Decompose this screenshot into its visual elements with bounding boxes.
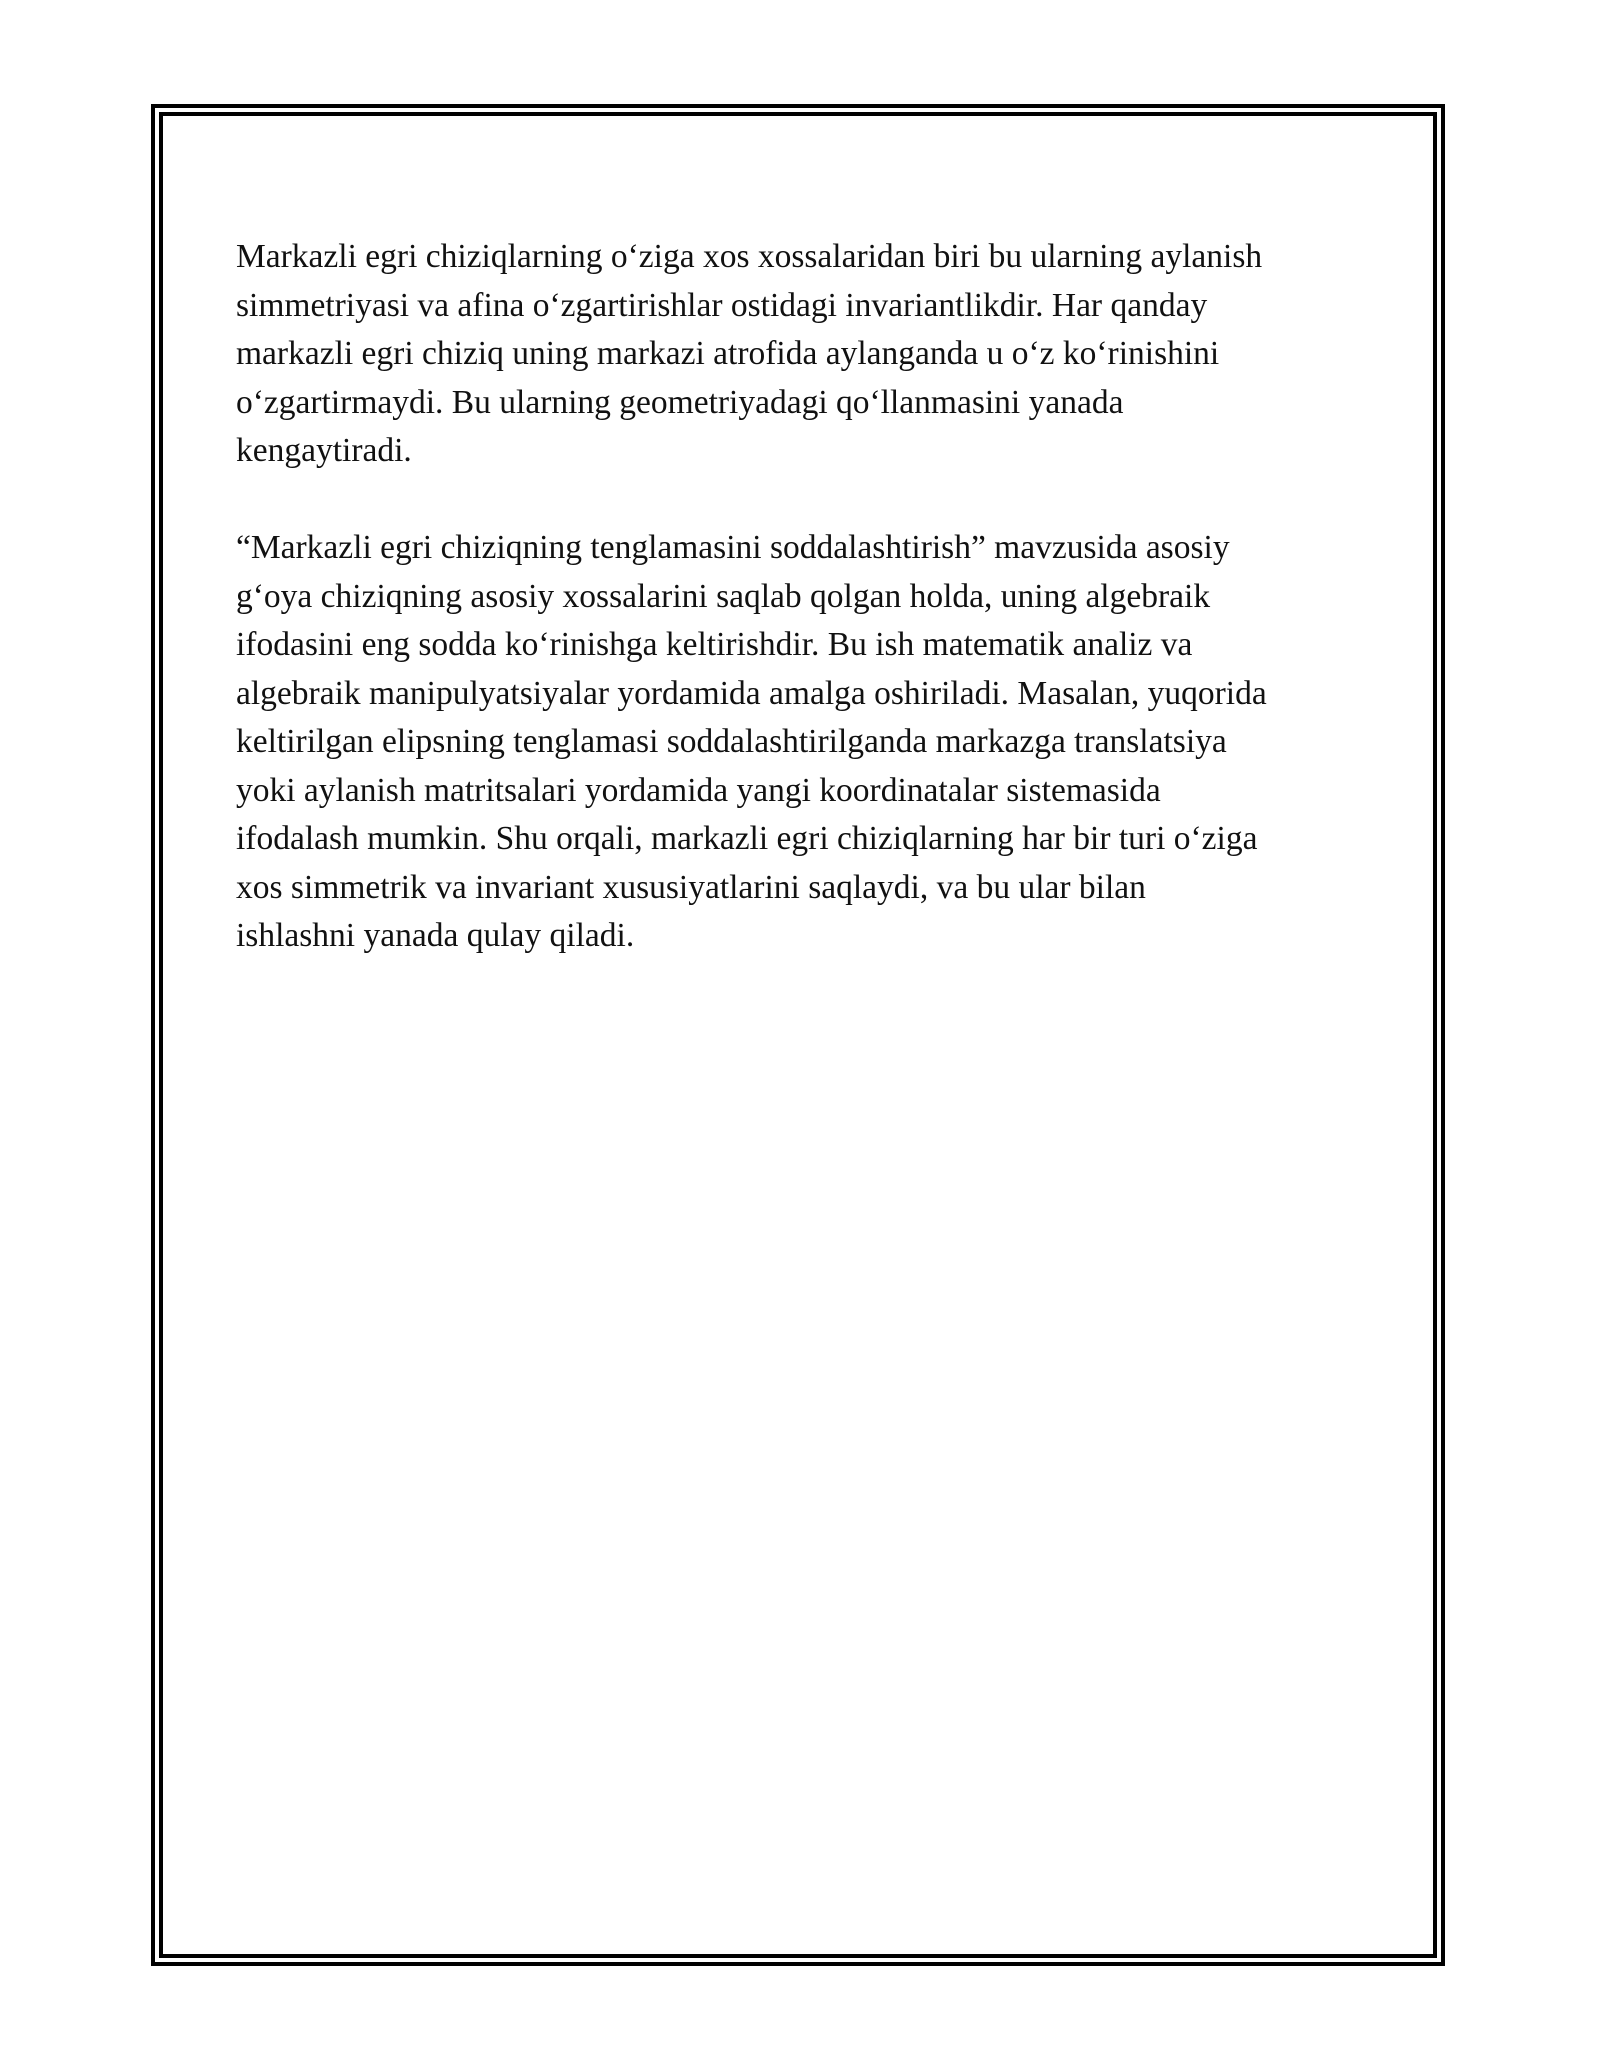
text-line: g‘oya chiziqning asosiy xossalarini saqlab qolgan holda, uning algebraik [236,577,1211,615]
text-line: simmetriyasi va afina o‘zgartirishlar ostidagi invariantlikdir. Har qanday [236,286,1208,324]
text-line: ifodasini eng sodda ko‘rinishga keltirishdir. Bu ish matematik analiz va [236,626,1193,663]
text-line: xos simmetrik va invariant xususiyatlarini saqlaydi, va bu ular bilan [236,868,1146,906]
document-body [236,233,1376,961]
text-line: algebraik manipulyatsiyalar yordamida amalga oshiriladi. Masalan, yuqorida [236,674,1267,712]
text-line: Markazli egri chiziqlarning o‘ziga xos xossalaridan biri bu ularning aylanish [236,238,1263,275]
text-line: ishlashni yanada qulay qiladi. [236,917,635,954]
text-line: o‘zgartirmaydi. Bu ularning geometriyadagi qo‘llanmasini yanada [236,383,1124,421]
paragraph-2 [236,524,1376,961]
text-line: “Markazli egri chiziqning tenglamasini soddalashtirish” mavzusida asosiy [236,529,1230,566]
paragraph-1 [236,233,1376,476]
text-line: kengaytiradi. [236,432,412,469]
text-line: markazli egri chiziq uning markazi atrofida aylanganda u o‘z ko‘rinishini [236,335,1220,372]
text-line: ifodalash mumkin. Shu orqali, markazli egri chiziqlarning har bir turi o‘ziga [236,820,1258,857]
text-line: keltirilgan elipsning tenglamasi soddalashtirilganda markazga translatsiya [236,723,1227,760]
text-line: yoki aylanish matritsalari yordamida yangi koordinatalar sistemasida [236,771,1161,809]
